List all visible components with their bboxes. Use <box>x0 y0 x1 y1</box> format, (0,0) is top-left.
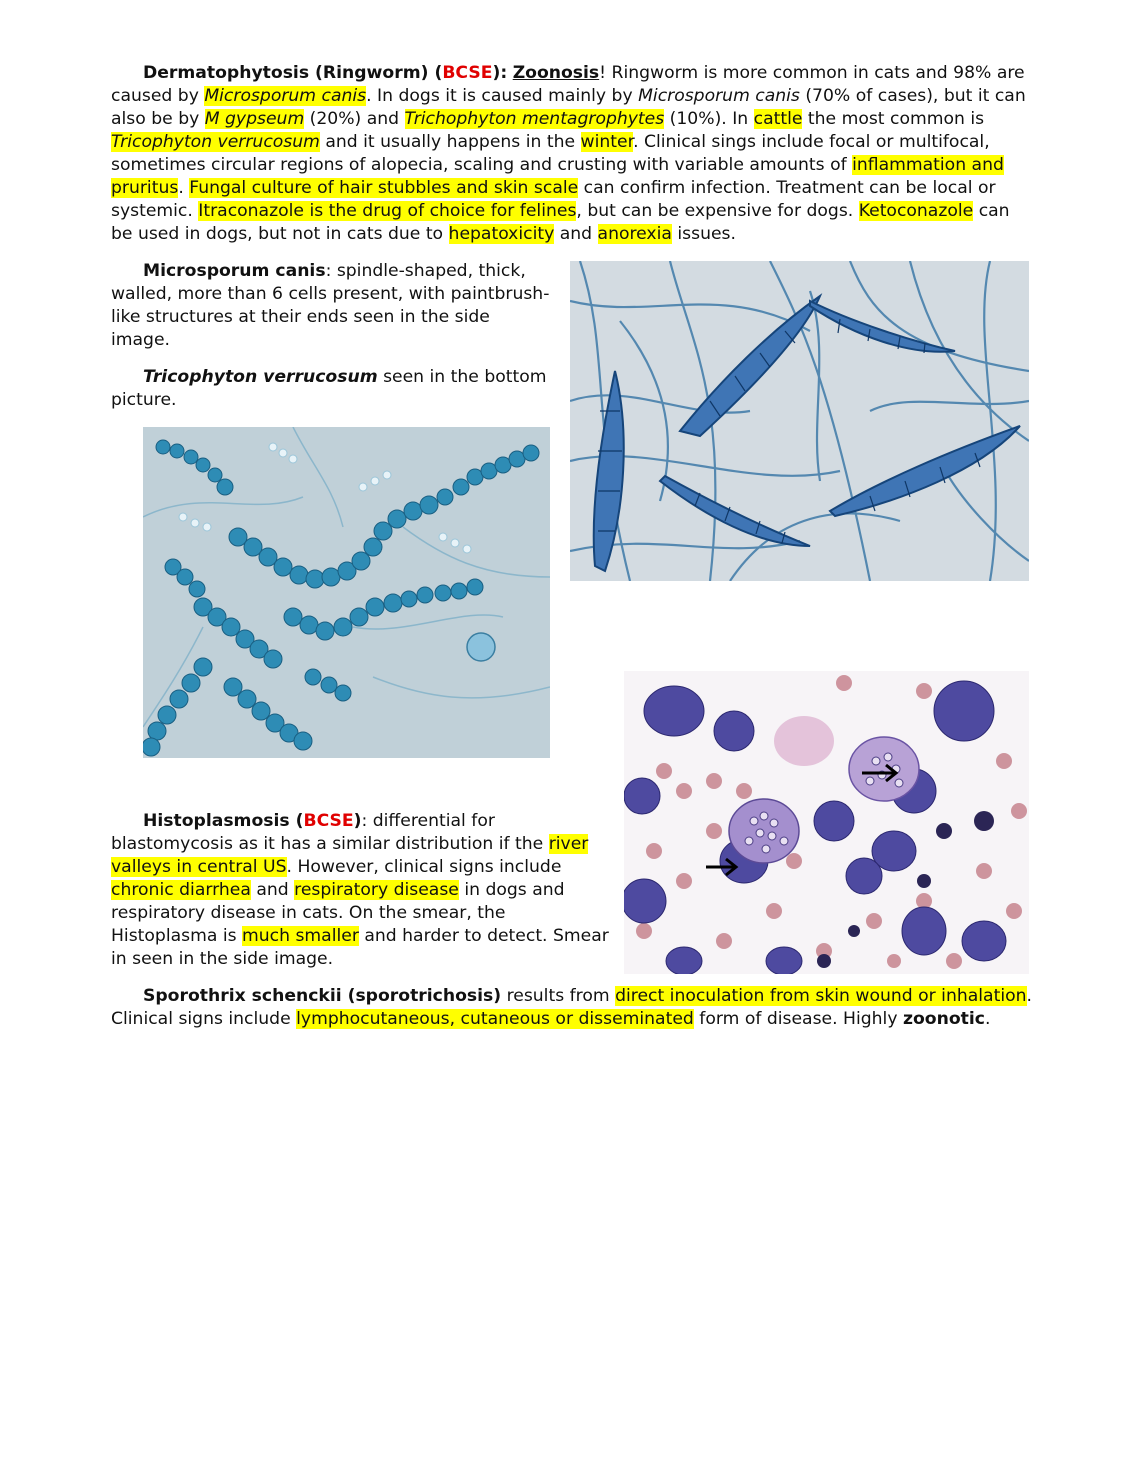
highlight-chronic-diarrhea: chronic diarrhea <box>111 880 251 900</box>
ringworm-title: Dermatophytosis (Ringworm) ( <box>143 63 443 83</box>
ringworm-text: . In dogs it is caused mainly by <box>366 86 639 106</box>
ringworm-paragraph <box>111 62 1033 246</box>
highlight-river-valleys: river valleys in central US <box>111 834 589 877</box>
highlight-microsporum-canis: Microsporum canis <box>204 86 367 106</box>
sporothrix-text: . <box>984 1009 991 1029</box>
ringworm-text: and it usually happens in the <box>319 132 581 152</box>
histoplasmosis-text: in dogs and respiratory disease in cats. On the smear, the Histoplasma is <box>111 880 565 946</box>
bcse-tag: BCSE <box>303 811 354 831</box>
ringworm-text: the most common is <box>802 109 985 129</box>
tricophyton-paragraph <box>111 366 551 412</box>
highlight-ketoconazole: Ketoconazole <box>858 201 974 221</box>
highlight-winter: winter <box>580 132 634 152</box>
histoplasmosis-text: . However, clinical signs include <box>286 857 562 877</box>
microsporum-paragraph <box>111 260 551 352</box>
highlight-trichophyton: Trichophyton mentagrophytes <box>404 109 665 129</box>
ringworm-text: can confirm infection. Treatment can be local or systemic. <box>111 178 996 221</box>
ringworm-text: ! Ringworm is more common in cats and 98% are caused by <box>111 63 1025 106</box>
ringworm-text: (70% of cases), but it can also be by <box>111 86 1026 129</box>
highlight-much-smaller: much smaller <box>242 926 359 946</box>
highlight-hepatoxicity: hepatoxicity <box>448 224 555 244</box>
highlight-fungal-culture: Fungal culture of hair stubbles and skin scale <box>189 178 579 198</box>
tricophyton-title: Tricophyton verrucosum <box>143 367 378 387</box>
histoplasmosis-text: and <box>250 880 295 900</box>
histoplasma-smear-image <box>624 671 1029 974</box>
highlight-inflammation: inflammation and pruritus <box>111 155 1004 198</box>
tricophyton-verrucosum-micrograph <box>143 427 550 758</box>
highlight-cattle: cattle <box>753 109 803 129</box>
ringworm-text: (10%). In <box>664 109 754 129</box>
ringworm-text: (20%) and <box>304 109 405 129</box>
sporothrix-text: . Clinical signs include <box>111 986 1032 1029</box>
microsporum-title: Microsporum canis <box>143 261 326 281</box>
highlight-tricophyton-verrucosum: Tricophyton verrucosum <box>111 132 320 152</box>
ringworm-text: . Clinical sings include focal or multifocal, sometimes circular regions of alopecia, scaling and crusting with variable amounts of <box>111 132 990 175</box>
highlight-itraconazole: Itraconazole is the drug of choice for felines <box>198 201 577 221</box>
sporothrix-text: form of disease. Highly <box>693 1009 903 1029</box>
tricophyton-text: seen in the bottom picture. <box>111 367 547 410</box>
ringworm-text: . <box>178 178 190 198</box>
histoplasmosis-text: : differential for blastomycosis as it has a similar distribution if the <box>111 811 549 854</box>
bcse-tag: BCSE <box>442 63 493 83</box>
histoplasmosis-title: Histoplasmosis ( <box>143 811 304 831</box>
highlight-lymphocutaneous: lymphocutaneous, cutaneous or disseminated <box>296 1009 694 1029</box>
histoplasmosis-text: and harder to detect. Smear in seen in the side image. <box>111 926 609 969</box>
sporothrix-text: results from <box>501 986 616 1006</box>
highlight-direct-inoculation: direct inoculation from skin wound or inhalation <box>615 986 1027 1006</box>
histoplasmosis-title-close: ) <box>353 811 362 831</box>
zoonotic-label: zoonotic <box>902 1009 985 1029</box>
ringworm-text: can be used in dogs, but not in cats due to <box>111 201 1010 244</box>
highlight-m-gypseum: M gypseum <box>204 109 305 129</box>
histoplasmosis-paragraph <box>111 810 611 971</box>
zoonosis-label: Zoonosis <box>512 63 600 83</box>
sporothrix-paragraph <box>111 985 1033 1031</box>
microsporum-text: : spindle-shaped, thick, walled, more than 6 cells present, with paintbrush-like structures at their ends seen in the side image. <box>111 261 550 350</box>
microsporum-canis-italic: Microsporum canis <box>638 86 800 106</box>
microsporum-canis-micrograph <box>570 261 1029 581</box>
highlight-anorexia: anorexia <box>597 224 672 244</box>
highlight-respiratory-disease: respiratory disease <box>294 880 459 900</box>
ringworm-text: issues. <box>671 224 736 244</box>
ringworm-text: , but can be expensive for dogs. <box>576 201 859 221</box>
ringworm-title-close: ): <box>492 63 508 83</box>
ringworm-text: and <box>554 224 598 244</box>
sporothrix-title: Sporothrix schenckii (sporotrichosis) <box>143 986 502 1006</box>
